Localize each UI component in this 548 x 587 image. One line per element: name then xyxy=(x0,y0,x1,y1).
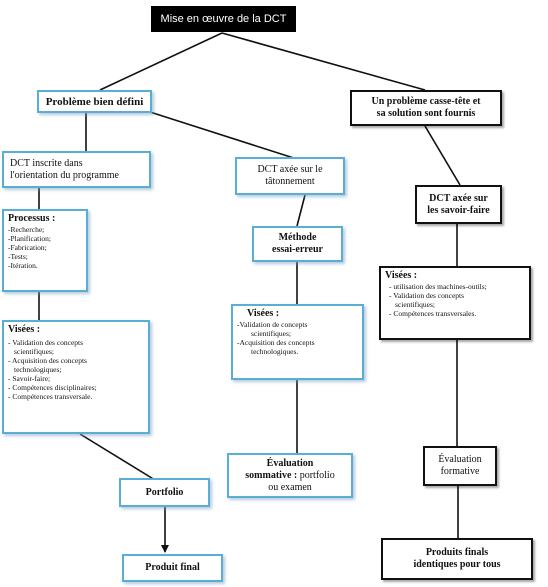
probleme-bien-defini-box xyxy=(37,90,152,113)
dct-savoir-faire-line2: les savoir-faire xyxy=(427,204,490,216)
connector-visees-portfolio xyxy=(80,434,155,480)
produits-identiques-line2: identiques pour tous xyxy=(413,559,501,570)
visees-left-heading: Visées : xyxy=(8,324,41,335)
probleme-bien-defini-text: Problème bien défini xyxy=(45,95,144,108)
evaluation-sommative-line2 xyxy=(245,470,334,482)
list-item: scientifiques; xyxy=(395,300,435,309)
methode-line2: essai-erreur xyxy=(272,244,323,255)
dct-tatonnement-line1: DCT axée sur le xyxy=(257,164,323,175)
evaluation-sommative-box xyxy=(227,453,353,498)
list-item: -Acquisition des concepts xyxy=(237,338,315,347)
visees-middle-heading: Visées : xyxy=(247,308,280,319)
list-item: - Acquisition des concepts xyxy=(8,356,87,365)
casse-tete-line1: Un problème casse-tête et xyxy=(371,96,481,107)
dct-tatonnement-line2: tâtonnement xyxy=(265,176,315,187)
produit-final-text: Produit final xyxy=(145,562,200,573)
produits-identiques-box xyxy=(381,538,533,580)
connector-cassetete-savoirfaire xyxy=(425,126,460,185)
evaluation-formative-box xyxy=(423,446,497,486)
connector-title-right xyxy=(222,33,425,90)
list-item: -Recherche; xyxy=(8,225,45,234)
visees-left-box xyxy=(2,320,150,434)
title-box xyxy=(151,6,296,32)
list-item: -Tests; xyxy=(8,252,28,261)
list-item: - Validation des concepts xyxy=(389,291,465,300)
list-item: - Compétences transversale. xyxy=(8,392,93,401)
dct-savoir-faire-box xyxy=(415,185,502,224)
evaluation-sommative-line1: Évaluation xyxy=(266,457,314,469)
list-item: -Validation de concepts xyxy=(237,320,308,329)
list-item: -Fabrication; xyxy=(8,243,47,252)
list-item: technologiques. xyxy=(251,347,299,356)
connector-tatonnement-methode xyxy=(297,195,305,226)
visees-left-list xyxy=(8,338,144,401)
methode-line1: Méthode xyxy=(278,232,317,243)
methode-box xyxy=(252,226,343,262)
evaluation-formative-line1: Évaluation xyxy=(438,454,482,465)
dct-orientation-line1: DCT inscrite dans xyxy=(10,157,83,169)
title-text: Mise en œuvre de la DCT xyxy=(160,13,287,25)
list-item: - Savoir-faire; xyxy=(8,374,51,383)
dct-tatonnement-box xyxy=(235,157,345,195)
processus-heading: Processus : xyxy=(8,213,56,224)
evaluation-formative-line2: formative xyxy=(440,466,480,477)
casse-tete-line2: sa solution sont fournis xyxy=(376,108,476,119)
list-item: scientifiques; xyxy=(251,329,291,338)
list-item: technologiques; xyxy=(14,365,62,374)
visees-middle-box xyxy=(231,304,364,380)
connector-title-left xyxy=(100,33,222,90)
evaluation-sommative-label: sommative : xyxy=(245,469,298,481)
portfolio-box xyxy=(119,478,210,507)
list-item: - utilisation des machines-outils; xyxy=(389,282,487,291)
processus-list xyxy=(8,225,82,270)
evaluation-sommative-portfolio: portfolio xyxy=(297,469,335,481)
list-item: - Compétences disciplinaires; xyxy=(8,383,97,392)
processus-box xyxy=(2,209,88,292)
visees-right-list xyxy=(385,282,525,318)
connector-pbd-tatonnement xyxy=(150,112,300,160)
dct-savoir-faire-line1: DCT axée sur xyxy=(429,192,488,204)
list-item: - Compétences transversales. xyxy=(389,309,477,318)
visees-right-heading: Visées : xyxy=(385,270,418,281)
visees-middle-list xyxy=(237,320,358,356)
dct-orientation-box xyxy=(2,151,151,188)
list-item: -Itération. xyxy=(8,261,38,270)
produits-identiques-line1: Produits finals xyxy=(425,547,489,558)
portfolio-text: Portfolio xyxy=(145,486,184,498)
visees-right-box xyxy=(379,266,531,340)
list-item: -Planification; xyxy=(8,234,51,243)
dct-orientation-line2: l'orientation du programme xyxy=(10,169,119,181)
evaluation-sommative-line3: ou examen xyxy=(268,481,312,493)
produit-final-box xyxy=(122,554,223,582)
list-item: scientifiques; xyxy=(14,347,54,356)
list-item: - Validation des concepts xyxy=(8,338,84,347)
casse-tete-box xyxy=(350,90,502,126)
